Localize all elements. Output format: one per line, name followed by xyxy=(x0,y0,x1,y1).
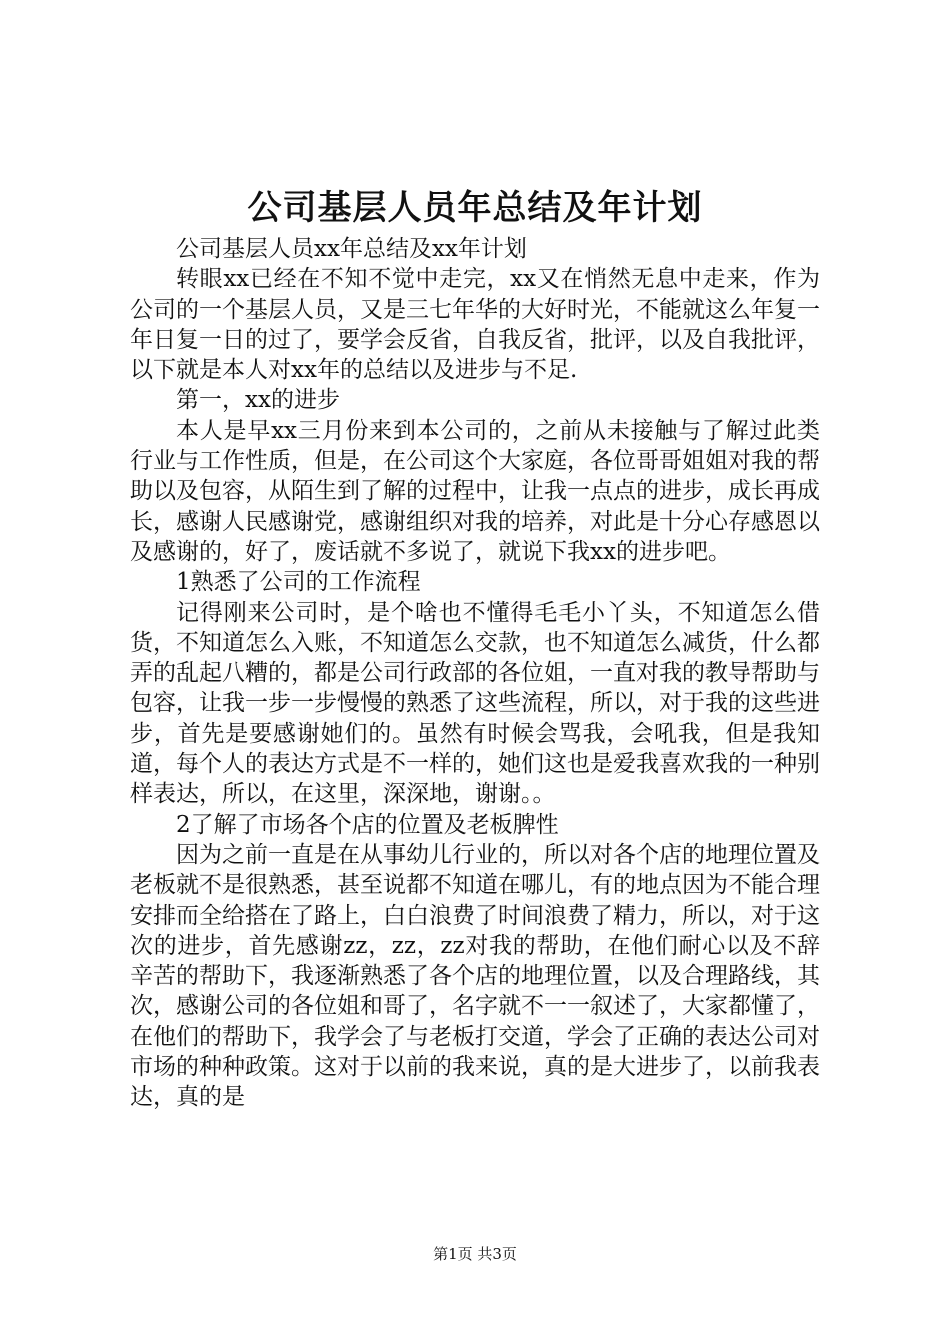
section-heading: 第一，xx的进步 xyxy=(176,387,340,414)
document-body xyxy=(130,234,820,1113)
intro-paragraph: 转眼xx已经在不知不觉中走完，xx又在悄然无息中走来，作为公司的一个基层人员，又是三七年华的大好时光，不能就这么年复一年日复一日的过了，要学会反省，自我反省，批评，以及自我批评，以下就是本人对xx年的总结以及进步与不足. xyxy=(130,266,820,384)
subsection-heading: 2了解了市场各个店的位置及老板脾性 xyxy=(176,811,559,838)
body-paragraph: 因为之前一直是在从事幼儿行业的，所以对各个店的地理位置及老板就不是很熟悉，甚至说都不知道在哪儿，有的地点因为不能合理安排而全给搭在了路上，白白浪费了时间浪费了精力，所以，对于这次的进步，首先感谢zz，zz，zz对我的帮助，在他们耐心以及不辞辛苦的帮助下，我逐渐熟悉了各个店的地理位置，以及合理路线，其次，感谢公司的各位姐和哥了，名字就不一一叙述了，大家都懂了，在他们的帮助下，我学会了与老板打交道，学会了正确的表达公司对市场的种种政策。这对于以前的我来说，真的是大进步了，以前我表达，真的是 xyxy=(130,841,820,1111)
document-title: 公司基层人员年总结及年计划 xyxy=(247,188,703,228)
body-paragraph: 记得刚来公司时，是个啥也不懂得毛毛小丫头，不知道怎么借货，不知道怎么入账，不知道怎么交款，也不知道怎么减货，什么都弄的乱起八糟的，都是公司行政部的各位姐，一直对我的教导帮助与包容，让我一步一步慢慢的熟悉了这些流程，所以，对于我的这些进步，首先是要感谢她们的。虽然有时候会骂我，会吼我，但是我知道，每个人的表达方式是不一样的，她们这也是爱我喜欢我的一种别样表达，所以，在这里，深深地，谢谢。。 xyxy=(130,599,820,808)
subtitle-paragraph: 公司基层人员xx年总结及xx年计划 xyxy=(176,236,527,262)
body-paragraph: 本人是早xx三月份来到本公司的，之前从未接触与了解过此类行业与工作性质，但是，在公司这个大家庭，各位哥哥姐姐对我的帮助以及包容，从陌生到了解的过程中，让我一点点的进步，成长再成长，感谢人民感谢党，感谢组织对我的培养，对此是十分心存感恩以及感谢的，好了，废话就不多说了，就说下我xx的进步吧。 xyxy=(130,417,820,565)
page-footer: 第1页 共3页 xyxy=(433,1245,517,1263)
subsection-heading: 1熟悉了公司的工作流程 xyxy=(176,569,421,596)
